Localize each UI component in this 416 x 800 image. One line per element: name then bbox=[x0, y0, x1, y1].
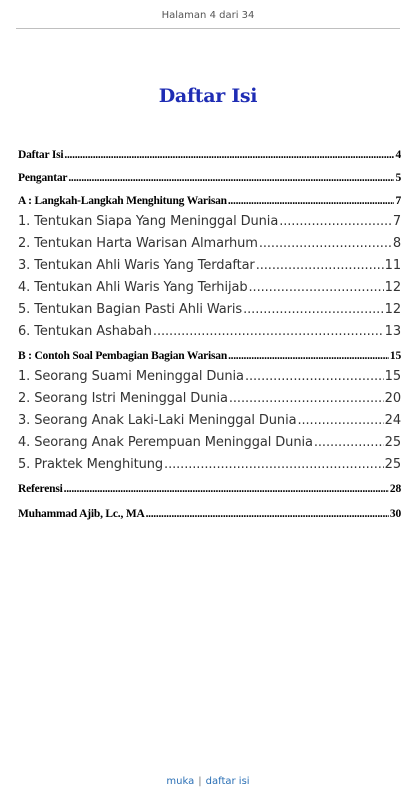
dot-leader bbox=[68, 169, 394, 188]
toc-entry-label: 6. Tentukan Ashabah bbox=[18, 324, 152, 339]
toc-entry-page: 20 bbox=[384, 391, 401, 406]
toc-entry-referensi[interactable] bbox=[18, 480, 401, 499]
toc-entry-page: 30 bbox=[389, 508, 401, 520]
dot-leader bbox=[256, 255, 384, 277]
dot-leader bbox=[249, 277, 384, 299]
toc-entry-page: 12 bbox=[384, 302, 401, 317]
toc-entry-page: 25 bbox=[384, 435, 401, 450]
dot-leader bbox=[243, 299, 384, 321]
toc-entry-page: 15 bbox=[384, 369, 401, 384]
toc-entry-author[interactable] bbox=[18, 505, 401, 524]
toc-subentry[interactable] bbox=[18, 366, 401, 388]
toc-entry-page: 8 bbox=[392, 236, 401, 251]
toc-entry-page: 7 bbox=[392, 214, 401, 229]
toc-entry-label: Muhammad Ajib, Lc., MA bbox=[18, 508, 145, 520]
dot-leader bbox=[64, 146, 394, 165]
dot-leader bbox=[228, 347, 389, 366]
table-of-contents bbox=[18, 146, 401, 524]
toc-subentry[interactable] bbox=[18, 321, 401, 343]
toc-subentry[interactable] bbox=[18, 211, 401, 233]
toc-entry-page: 4 bbox=[395, 149, 401, 161]
toc-entry-label: 2. Tentukan Harta Warisan Almarhum bbox=[18, 236, 258, 251]
toc-entry-page: 7 bbox=[395, 195, 401, 207]
toc-entry-label: B : Contoh Soal Pembagian Bagian Warisan bbox=[18, 350, 228, 362]
toc-entry-label: 1. Seorang Suami Meninggal Dunia bbox=[18, 369, 244, 384]
toc-entry-label: 4. Seorang Anak Perempuan Meninggal Dunia bbox=[18, 435, 313, 450]
toc-entry-daftar-isi[interactable] bbox=[18, 146, 401, 165]
header-divider bbox=[16, 28, 400, 29]
dot-leader bbox=[229, 388, 384, 410]
dot-leader bbox=[64, 480, 389, 499]
home-link[interactable]: muka bbox=[166, 776, 195, 787]
toc-entry-label: Pengantar bbox=[18, 172, 68, 184]
toc-entry-label: 5. Tentukan Bagian Pasti Ahli Waris bbox=[18, 302, 243, 317]
toc-subentry[interactable] bbox=[18, 388, 401, 410]
dot-leader bbox=[314, 432, 384, 454]
toc-entry-label: Referensi bbox=[18, 483, 63, 495]
toc-subentry[interactable] bbox=[18, 277, 401, 299]
page-indicator: Halaman 4 dari 34 bbox=[161, 10, 255, 21]
toc-entry-label: 3. Tentukan Ahli Waris Yang Terdaftar bbox=[18, 258, 255, 273]
toc-entry-page: 11 bbox=[384, 258, 401, 273]
dot-leader bbox=[153, 321, 384, 343]
toc-link[interactable]: daftar isi bbox=[205, 776, 250, 787]
toc-subentry[interactable] bbox=[18, 410, 401, 432]
toc-entry-label: 5. Praktek Menghitung bbox=[18, 457, 164, 472]
toc-subentry[interactable] bbox=[18, 299, 401, 321]
dot-leader bbox=[146, 505, 389, 524]
toc-entry-page: 13 bbox=[384, 324, 401, 339]
dot-leader bbox=[279, 211, 392, 233]
dot-leader bbox=[228, 192, 395, 211]
toc-subentry[interactable] bbox=[18, 233, 401, 255]
dot-leader bbox=[245, 366, 384, 388]
toc-entry-label: 2. Seorang Istri Meninggal Dunia bbox=[18, 391, 228, 406]
dot-leader bbox=[259, 233, 392, 255]
toc-entry-page: 28 bbox=[389, 483, 401, 495]
toc-section-b[interactable] bbox=[18, 347, 401, 366]
toc-entry-page: 25 bbox=[384, 457, 401, 472]
toc-entry-page: 15 bbox=[389, 350, 401, 362]
page-title: Daftar Isi bbox=[158, 85, 258, 107]
toc-entry-label: 4. Tentukan Ahli Waris Yang Terhijab bbox=[18, 280, 248, 295]
toc-entry-pengantar[interactable] bbox=[18, 169, 401, 188]
toc-entry-label: Daftar Isi bbox=[18, 149, 64, 161]
page-footer bbox=[0, 776, 416, 787]
toc-subentry[interactable] bbox=[18, 432, 401, 454]
toc-subentry[interactable] bbox=[18, 454, 401, 476]
toc-entry-label: A : Langkah-Langkah Menghitung Warisan bbox=[18, 195, 227, 207]
toc-entry-page: 12 bbox=[384, 280, 401, 295]
dot-leader bbox=[164, 454, 384, 476]
dot-leader bbox=[297, 410, 383, 432]
toc-subentry[interactable] bbox=[18, 255, 401, 277]
toc-entry-label: 3. Seorang Anak Laki-Laki Meninggal Dunia bbox=[18, 413, 297, 428]
toc-entry-page: 24 bbox=[384, 413, 401, 428]
footer-separator: | bbox=[198, 776, 202, 787]
toc-entry-label: 1. Tentukan Siapa Yang Meninggal Dunia bbox=[18, 214, 279, 229]
toc-section-a[interactable] bbox=[18, 192, 401, 211]
toc-entry-page: 5 bbox=[395, 172, 401, 184]
